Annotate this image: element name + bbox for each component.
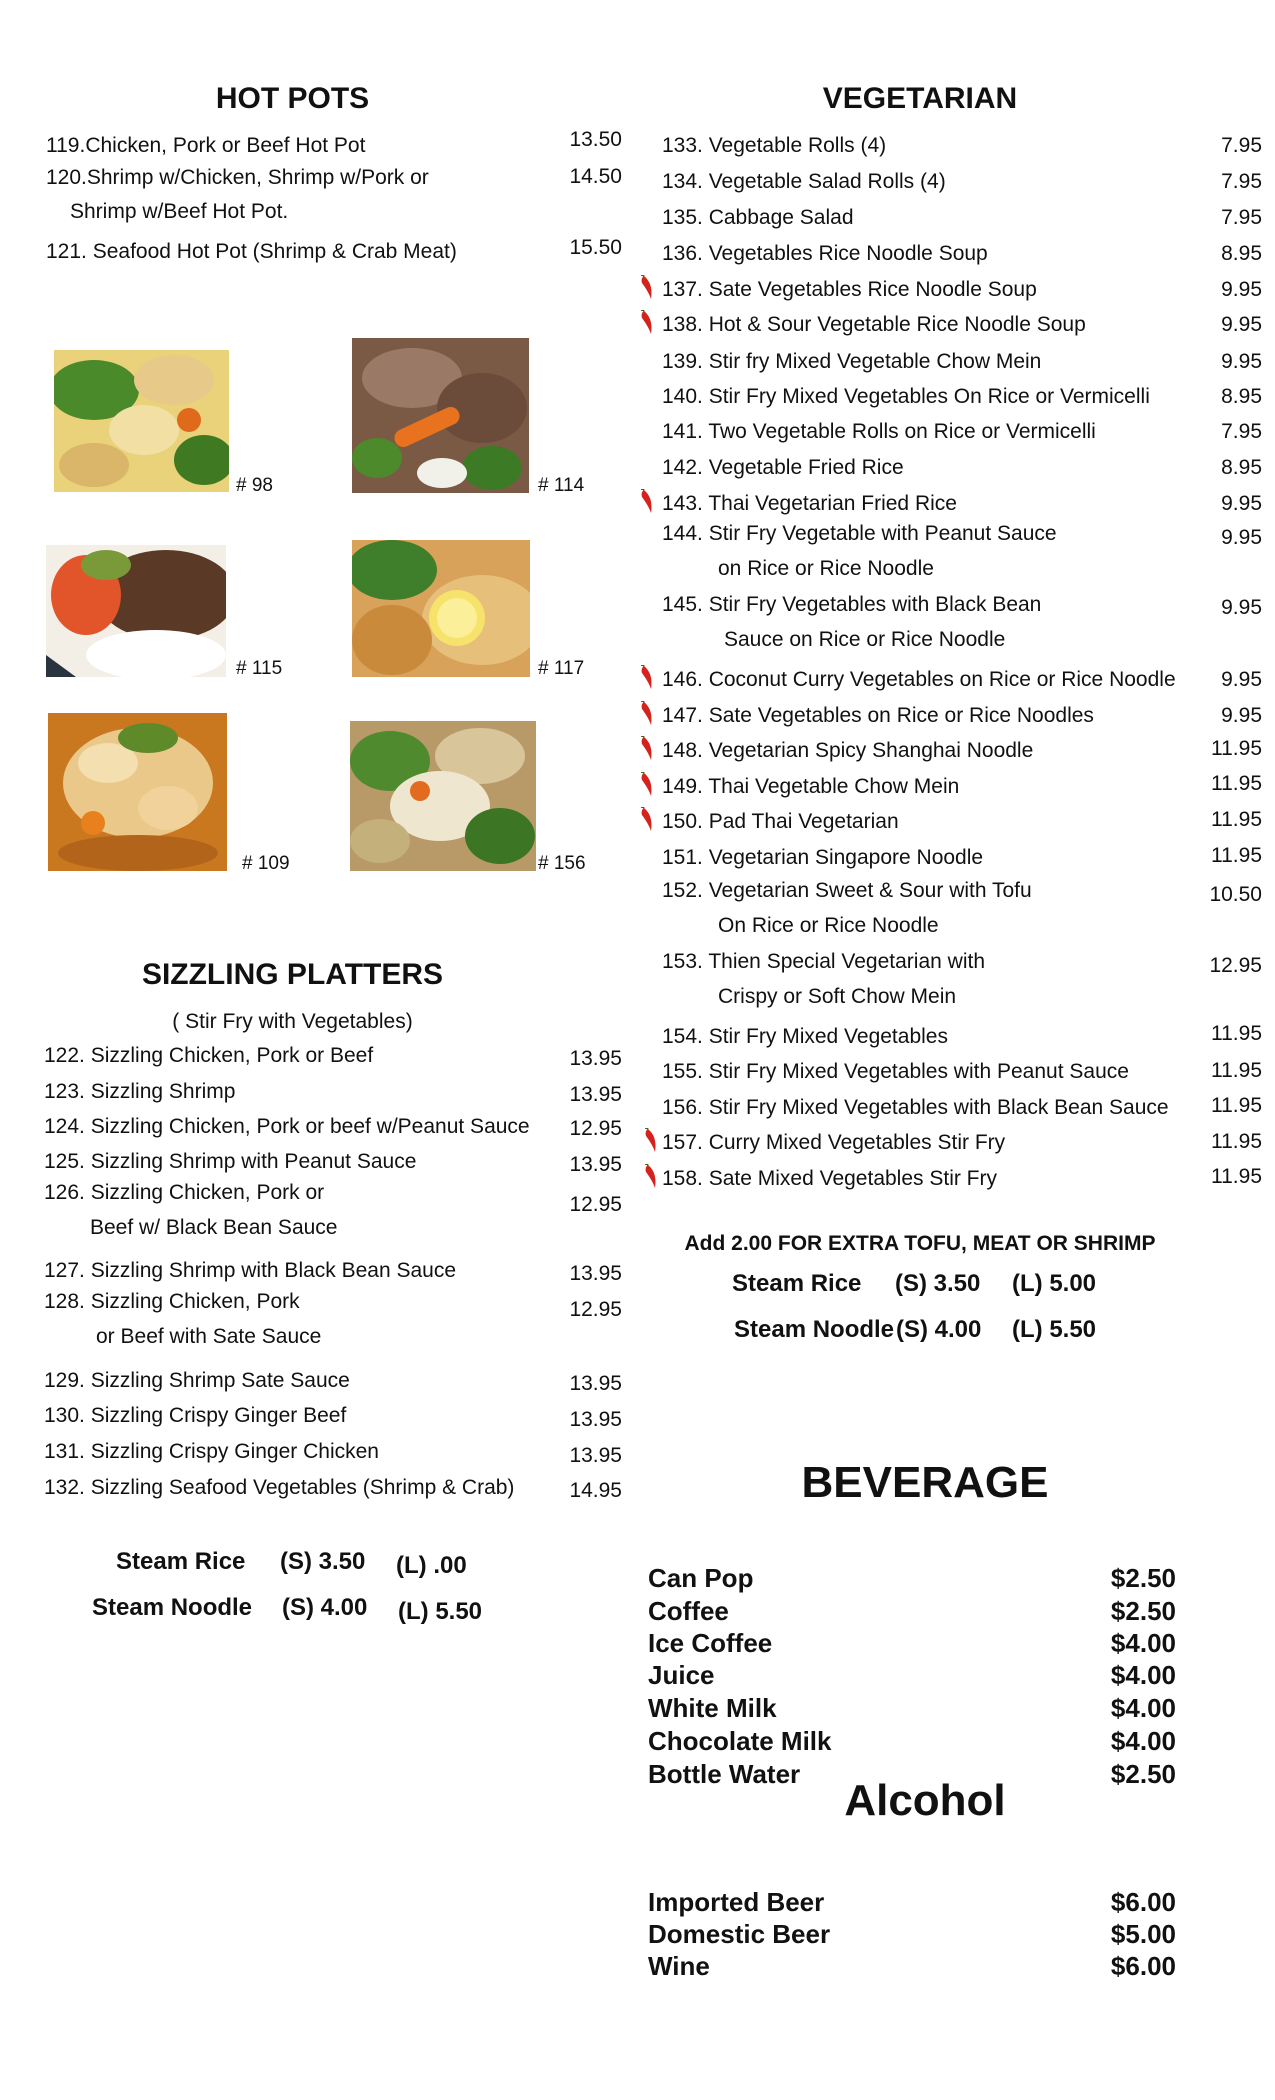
sizzling-item: 126. Sizzling Chicken, Pork or: [44, 1181, 325, 1204]
hot-pot-item-120: 120.Shrimp w/Chicken, Shrimp w/Pork or: [46, 166, 429, 189]
sizzling-item: 123. Sizzling Shrimp: [44, 1080, 236, 1103]
vegetarian-item: 148. Vegetarian Spicy Shanghai Noodle: [662, 739, 1034, 762]
hot-pot-price-120: 14.50: [569, 165, 622, 188]
vegetarian-item-price: 9.95: [1221, 313, 1262, 336]
vegetarian-item: 144. Stir Fry Vegetable with Peanut Sauce: [662, 522, 1057, 545]
sizzling-title: SIZZLING PLATTERS: [141, 958, 444, 991]
sizzling-steam-rice-label: Steam Rice: [116, 1548, 246, 1575]
beverage-item-name: Chocolate Milk: [648, 1726, 832, 1756]
beverage-item-price: $2.50: [1110, 1596, 1176, 1626]
vegetarian-item: 141. Two Vegetable Rolls on Rice or Vermicelli: [662, 420, 1096, 443]
beverage-item-price: $4.00: [1110, 1628, 1176, 1658]
sizzling-item: 124. Sizzling Chicken, Pork or beef w/Peanut Sauce: [44, 1115, 530, 1138]
vegetarian-item-price: 11.95: [1211, 1094, 1262, 1117]
beverage-item-price: $4.00: [1110, 1726, 1176, 1756]
veg-steam-rice-label: Steam Rice: [732, 1270, 862, 1297]
vegetarian-item: 151. Vegetarian Singapore Noodle: [662, 846, 984, 869]
vegetarian-item: 150. Pad Thai Vegetarian: [662, 810, 899, 833]
vegetarian-item-price: 7.95: [1221, 170, 1262, 193]
vegetarian-item-price: 11.95: [1211, 1022, 1262, 1045]
vegetarian-item-price: 11.95: [1211, 844, 1262, 867]
sizzling-item: 132. Sizzling Seafood Vegetables (Shrimp & Crab): [44, 1476, 515, 1499]
vegetarian-item: 136. Vegetables Rice Noodle Soup: [662, 242, 988, 265]
vegetarian-item: 152. Vegetarian Sweet & Sour with Tofu: [662, 879, 1032, 902]
sizzling-item-price: 13.95: [569, 1153, 622, 1176]
sizzling-steam-rice-large: (L) .00: [396, 1552, 467, 1579]
vegetarian-item-price: 7.95: [1221, 134, 1262, 157]
vegetarian-item-price: 9.95: [1221, 526, 1262, 549]
vegetarian-item: 158. Sate Mixed Vegetables Stir Fry: [662, 1167, 998, 1190]
vegetarian-item-price: 11.95: [1211, 737, 1262, 760]
hot-pot-price-121: 15.50: [569, 236, 622, 259]
veg-steam-noodle-large: (L) 5.50: [1012, 1316, 1097, 1343]
vegetarian-item-price: 11.95: [1211, 772, 1262, 795]
sizzling-item: 129. Sizzling Shrimp Sate Sauce: [44, 1369, 350, 1392]
sizzling-item-line2: Beef w/ Black Bean Sauce: [90, 1216, 338, 1239]
vegetarian-item: 155. Stir Fry Mixed Vegetables with Peanut Sauce: [662, 1060, 1129, 1083]
alcohol-item-name: Imported Beer: [648, 1887, 825, 1917]
veg-steam-rice-small: (S) 3.50: [895, 1270, 981, 1297]
sizzling-item: 128. Sizzling Chicken, Pork: [44, 1290, 300, 1313]
chili-pepper-icon: [640, 665, 654, 691]
vegetarian-item: 154. Stir Fry Mixed Vegetables: [662, 1025, 948, 1048]
beverage-item-price: $2.50: [1110, 1563, 1176, 1593]
vegetarian-item: 145. Stir Fry Vegetables with Black Bean: [662, 593, 1042, 616]
photo-caption-109: # 109: [242, 853, 290, 874]
beverage-item-name: Coffee: [648, 1596, 729, 1626]
sizzling-item-price: 13.95: [569, 1047, 622, 1070]
vegetarian-item-price: 11.95: [1211, 1130, 1262, 1153]
vegetarian-item-line2: Sauce on Rice or Rice Noodle: [724, 628, 1006, 651]
extra-note: Add 2.00 FOR EXTRA TOFU, MEAT OR SHRIMP: [684, 1232, 1156, 1255]
beef-broccoli-photo: [352, 338, 529, 493]
alcohol-item-name: Domestic Beer: [648, 1919, 831, 1949]
vegetarian-item-price: 9.95: [1221, 492, 1262, 515]
sizzling-item-price: 13.95: [569, 1083, 622, 1106]
vegetarian-item: 153. Thien Special Vegetarian with: [662, 950, 985, 973]
mixed-vegetables-photo: [350, 721, 536, 871]
vegetarian-item-price: 9.95: [1221, 596, 1262, 619]
chili-pepper-icon: [640, 701, 654, 727]
alcohol-item-name: Wine: [648, 1951, 710, 1981]
sizzling-item: 127. Sizzling Shrimp with Black Bean Sauce: [44, 1259, 457, 1282]
beverage-item-name: White Milk: [648, 1693, 777, 1723]
vegetarian-item-price: 10.50: [1209, 883, 1262, 906]
vegetarian-item-price: 7.95: [1221, 420, 1262, 443]
beverage-item-name: Juice: [648, 1660, 715, 1690]
sizzling-item-price: 13.95: [569, 1262, 622, 1285]
sizzling-item-price: 14.95: [569, 1479, 622, 1502]
sizzling-item: 131. Sizzling Crispy Ginger Chicken: [44, 1440, 379, 1463]
vegetarian-item: 135. Cabbage Salad: [662, 206, 854, 229]
vegetarian-item: 133. Vegetable Rolls (4): [662, 134, 887, 157]
vegetarian-item-price: 9.95: [1221, 350, 1262, 373]
hot-pots-title: HOT POTS: [215, 82, 370, 115]
sizzling-item-line2: or Beef with Sate Sauce: [96, 1325, 322, 1348]
chili-pepper-icon: [640, 275, 654, 301]
vegetarian-item: 137. Sate Vegetables Rice Noodle Soup: [662, 278, 1037, 301]
hot-pot-item-119: 119.Chicken, Pork or Beef Hot Pot: [46, 134, 366, 157]
noodles-chicken-photo: [54, 350, 229, 492]
vegetarian-item-price: 9.95: [1221, 704, 1262, 727]
vegetarian-item-price: 9.95: [1221, 668, 1262, 691]
vegetarian-title: VEGETARIAN: [822, 82, 1018, 115]
vegetarian-item-price: 8.95: [1221, 242, 1262, 265]
vegetarian-item: 139. Stir fry Mixed Vegetable Chow Mein: [662, 350, 1042, 373]
beverage-item-price: $4.00: [1110, 1660, 1176, 1690]
vegetarian-item: 149. Thai Vegetable Chow Mein: [662, 775, 960, 798]
vegetarian-item-price: 12.95: [1209, 954, 1262, 977]
sizzling-item: 130. Sizzling Crispy Ginger Beef: [44, 1404, 347, 1427]
vegetarian-item: 146. Coconut Curry Vegetables on Rice or Rice Noodle: [662, 668, 1176, 691]
vegetarian-item: 147. Sate Vegetables on Rice or Rice Noodles: [662, 704, 1094, 727]
veg-steam-rice-large: (L) 5.00: [1012, 1270, 1097, 1297]
vegetarian-item: 143. Thai Vegetarian Fried Rice: [662, 492, 957, 515]
veg-steam-noodle-label: Steam Noodle: [734, 1316, 895, 1343]
sizzling-steam-rice-small: (S) 3.50: [280, 1548, 366, 1575]
vegetarian-item-price: 9.95: [1221, 278, 1262, 301]
sizzling-steam-noodle-small: (S) 4.00: [282, 1594, 368, 1621]
photo-caption-156: # 156: [538, 853, 586, 874]
sizzling-item: 122. Sizzling Chicken, Pork or Beef: [44, 1044, 374, 1067]
vegetarian-item: 140. Stir Fry Mixed Vegetables On Rice or Vermicelli: [662, 385, 1150, 408]
photo-caption-98: # 98: [236, 475, 273, 496]
vegetarian-item-price: 8.95: [1221, 456, 1262, 479]
chili-pepper-icon: [644, 1164, 658, 1190]
vegetarian-item: 156. Stir Fry Mixed Vegetables with Black Bean Sauce: [662, 1096, 1169, 1119]
alcohol-title: Alcohol: [844, 1776, 1006, 1825]
beverage-item-price: $4.00: [1110, 1693, 1176, 1723]
alcohol-item-price: $6.00: [1110, 1951, 1176, 1981]
alcohol-item-price: $5.00: [1110, 1919, 1176, 1949]
beverage-item-name: Bottle Water: [648, 1759, 801, 1789]
sizzling-item-price: 12.95: [569, 1298, 622, 1321]
vegetarian-item: 138. Hot & Sour Vegetable Rice Noodle Soup: [662, 313, 1086, 336]
grilled-chicken-lemon-photo: [352, 540, 530, 677]
vegetarian-item-price: 11.95: [1211, 808, 1262, 831]
chili-pepper-icon: [644, 1128, 658, 1154]
photo-caption-117: # 117: [538, 658, 585, 679]
chili-pepper-icon: [640, 736, 654, 762]
vegetarian-item-line2: On Rice or Rice Noodle: [718, 914, 939, 937]
veg-steam-noodle-small: (S) 4.00: [896, 1316, 982, 1343]
beverage-item-name: Ice Coffee: [648, 1628, 773, 1658]
sizzling-item-price: 12.95: [569, 1117, 622, 1140]
sizzling-steam-noodle-large: (L) 5.50: [398, 1598, 483, 1625]
vegetarian-item: 142. Vegetable Fried Rice: [662, 456, 904, 479]
photo-caption-114: # 114: [538, 475, 585, 496]
hot-pot-item-121: 121. Seafood Hot Pot (Shrimp & Crab Meat): [46, 240, 457, 263]
sizzling-item-price: 13.95: [569, 1372, 622, 1395]
vegetarian-item: 134. Vegetable Salad Rolls (4): [662, 170, 946, 193]
chili-pepper-icon: [640, 310, 654, 336]
sizzling-item-price: 12.95: [569, 1193, 622, 1216]
sizzling-item-price: 13.95: [569, 1408, 622, 1431]
photo-caption-115: # 115: [236, 658, 283, 679]
sizzling-item: 125. Sizzling Shrimp with Peanut Sauce: [44, 1150, 417, 1173]
vegetarian-item-line2: on Rice or Rice Noodle: [718, 557, 934, 580]
curry-noodles-photo: [48, 713, 227, 871]
vegetarian-item-price: 11.95: [1211, 1165, 1262, 1188]
sizzling-steam-noodle-label: Steam Noodle: [92, 1594, 253, 1621]
beverage-item-price: $2.50: [1110, 1759, 1176, 1789]
chili-pepper-icon: [640, 807, 654, 833]
vegetarian-item-price: 11.95: [1211, 1059, 1262, 1082]
chili-pepper-icon: [640, 489, 654, 515]
hot-pot-item-120-line2: Shrimp w/Beef Hot Pot.: [70, 200, 289, 223]
alcohol-item-price: $6.00: [1110, 1887, 1176, 1917]
chili-pepper-icon: [640, 772, 654, 798]
hot-pot-price-119: 13.50: [569, 128, 622, 151]
vegetarian-item-price: 8.95: [1221, 385, 1262, 408]
vegetarian-item-line2: Crispy or Soft Chow Mein: [718, 985, 957, 1008]
beverage-item-name: Can Pop: [648, 1563, 754, 1593]
vegetarian-item: 157. Curry Mixed Vegetables Stir Fry: [662, 1131, 1006, 1154]
vegetarian-item-price: 7.95: [1221, 206, 1262, 229]
sizzling-subtitle: ( Stir Fry with Vegetables): [172, 1010, 413, 1033]
beverage-title: BEVERAGE: [801, 1458, 1049, 1507]
sizzling-item-price: 13.95: [569, 1444, 622, 1467]
beef-rice-photo: [46, 545, 226, 677]
